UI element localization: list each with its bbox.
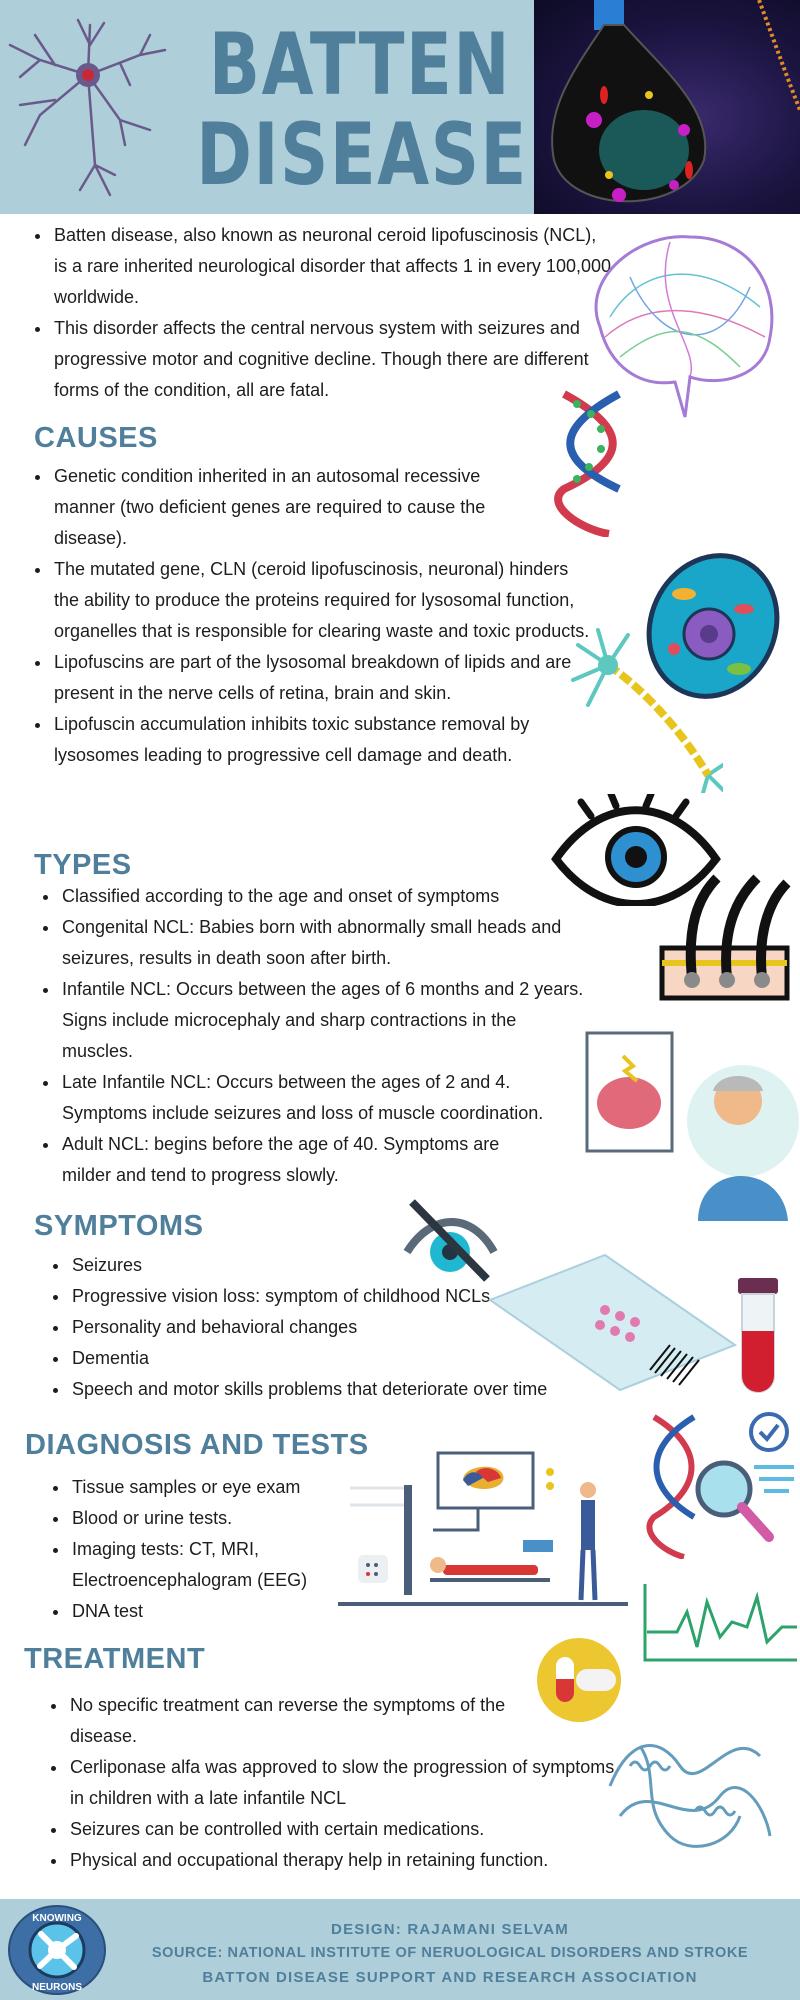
- list-item: • DNA test: [70, 1596, 360, 1627]
- list-item: • Tissue samples or eye exam: [70, 1472, 360, 1503]
- causes-heading: CAUSES: [34, 422, 158, 454]
- list-item: • Congenital NCL: Babies born with abnormally small heads and seizures, results in death soon after birth.: [60, 912, 590, 974]
- types-heading: TYPES: [34, 849, 132, 881]
- list-item: • Physical and occupational therapy help in retaining function.: [68, 1845, 628, 1876]
- neuron-icon: [0, 5, 170, 210]
- cell-illustration: [534, 0, 800, 214]
- test-tube-icon: [734, 1276, 782, 1398]
- teal-neuron-icon: [568, 625, 723, 793]
- types-list: [38, 881, 590, 1191]
- intro-list: [30, 220, 612, 406]
- causes-list: [30, 461, 597, 771]
- list-item: • Late Infantile NCL: Occurs between the ages of 2 and 4. Symptoms include seizures and loss of muscle coordination.: [60, 1067, 590, 1129]
- dna-icon: [549, 389, 634, 537]
- dna-magnifier-icon: [644, 1407, 798, 1559]
- symptoms-heading: SYMPTOMS: [34, 1210, 204, 1242]
- title-line-1: BATTEN: [208, 15, 512, 115]
- list-item: • Genetic condition inherited in an autosomal recessive manner (two deficient genes are required to cause the disease).: [52, 461, 597, 554]
- list-item: • Classified according to the age and onset of symptoms: [60, 881, 590, 912]
- list-item: • Progressive vision loss: symptom of childhood NCLs.: [70, 1281, 630, 1312]
- treatment-heading: TREATMENT: [24, 1643, 206, 1675]
- list-item: • No specific treatment can reverse the symptoms of the disease.: [68, 1690, 628, 1752]
- protein-structure-icon: [600, 1716, 778, 1858]
- list-item: • Adult NCL: begins before the age of 40. Symptoms are milder and tend to progress slowly.: [60, 1129, 590, 1191]
- pill-icon: [536, 1637, 622, 1723]
- footer: [0, 1899, 800, 2000]
- hair-follicle-icon: [657, 868, 792, 1003]
- design-credit: DESIGN: RAJAMANI SELVAM: [331, 1921, 569, 1938]
- list-item: • Lipofuscin accumulation inhibits toxic substance removal by lysosomes leading to progressive cell damage and death.: [52, 709, 597, 771]
- list-item: • Personality and behavioral changes: [70, 1312, 630, 1343]
- source-credit-2: BATTON DISEASE SUPPORT AND RESEARCH ASSOCIATION: [202, 1969, 698, 1986]
- diagnosis-list: [48, 1472, 360, 1627]
- list-item: • Speech and motor skills problems that deteriorate over time: [70, 1374, 630, 1405]
- list-item: • Lipofuscins are part of the lysosomal breakdown of lipids and are present in the nerve cells of retina, brain and skin.: [52, 647, 597, 709]
- list-item: • Imaging tests: CT, MRI, Electroencephalogram (EEG): [70, 1534, 360, 1596]
- logo-text-top: KNOWING: [32, 1913, 82, 1924]
- title-line-2: DISEASE: [196, 105, 528, 205]
- diagnosis-heading: DIAGNOSIS AND TESTS: [25, 1429, 369, 1461]
- list-item: • Seizures can be controlled with certain medications.: [68, 1814, 628, 1845]
- knowing-neurons-logo: [6, 1904, 108, 1996]
- list-item: • The mutated gene, CLN (ceroid lipofuscinosis, neuronal) hinders the ability to produce the proteins required for lysosomal function, organelles that is responsible for clearing waste and toxic products.: [52, 554, 597, 647]
- vision-loss-icon: [402, 1197, 498, 1283]
- ecg-line-icon: [642, 1582, 798, 1666]
- list-item: • Batten disease, also known as neuronal ceroid lipofuscinosis (NCL), is a rare inherited neurological disorder that affects 1 in every 100,000 worldwide.: [52, 220, 612, 313]
- list-item: • Seizures: [70, 1250, 630, 1281]
- brain-scan-scene-icon: [338, 1450, 628, 1610]
- list-item: • This disorder affects the central nervous system with seizures and progressive motor and cognitive decline. Though there are different forms of the condition, all are fatal.: [52, 313, 612, 406]
- microscope-slide-icon: [485, 1250, 741, 1392]
- list-item: • Cerliponase alfa was approved to slow the progression of symptoms in children with a late infantile NCL: [68, 1752, 628, 1814]
- source-credit-1: SOURCE: NATIONAL INSTITUTE OF NERUOLOGICAL DISORDERS AND STROKE: [151, 1945, 749, 1961]
- list-item: • Blood or urine tests.: [70, 1503, 360, 1534]
- logo-text-bottom: NEURONS: [31, 1982, 83, 1993]
- thinking-person-icon: [585, 1031, 800, 1221]
- list-item: • Dementia: [70, 1343, 630, 1374]
- list-item: • Infantile NCL: Occurs between the ages of 6 months and 2 years. Signs include microcephaly and sharp contractions in the muscles.: [60, 974, 590, 1067]
